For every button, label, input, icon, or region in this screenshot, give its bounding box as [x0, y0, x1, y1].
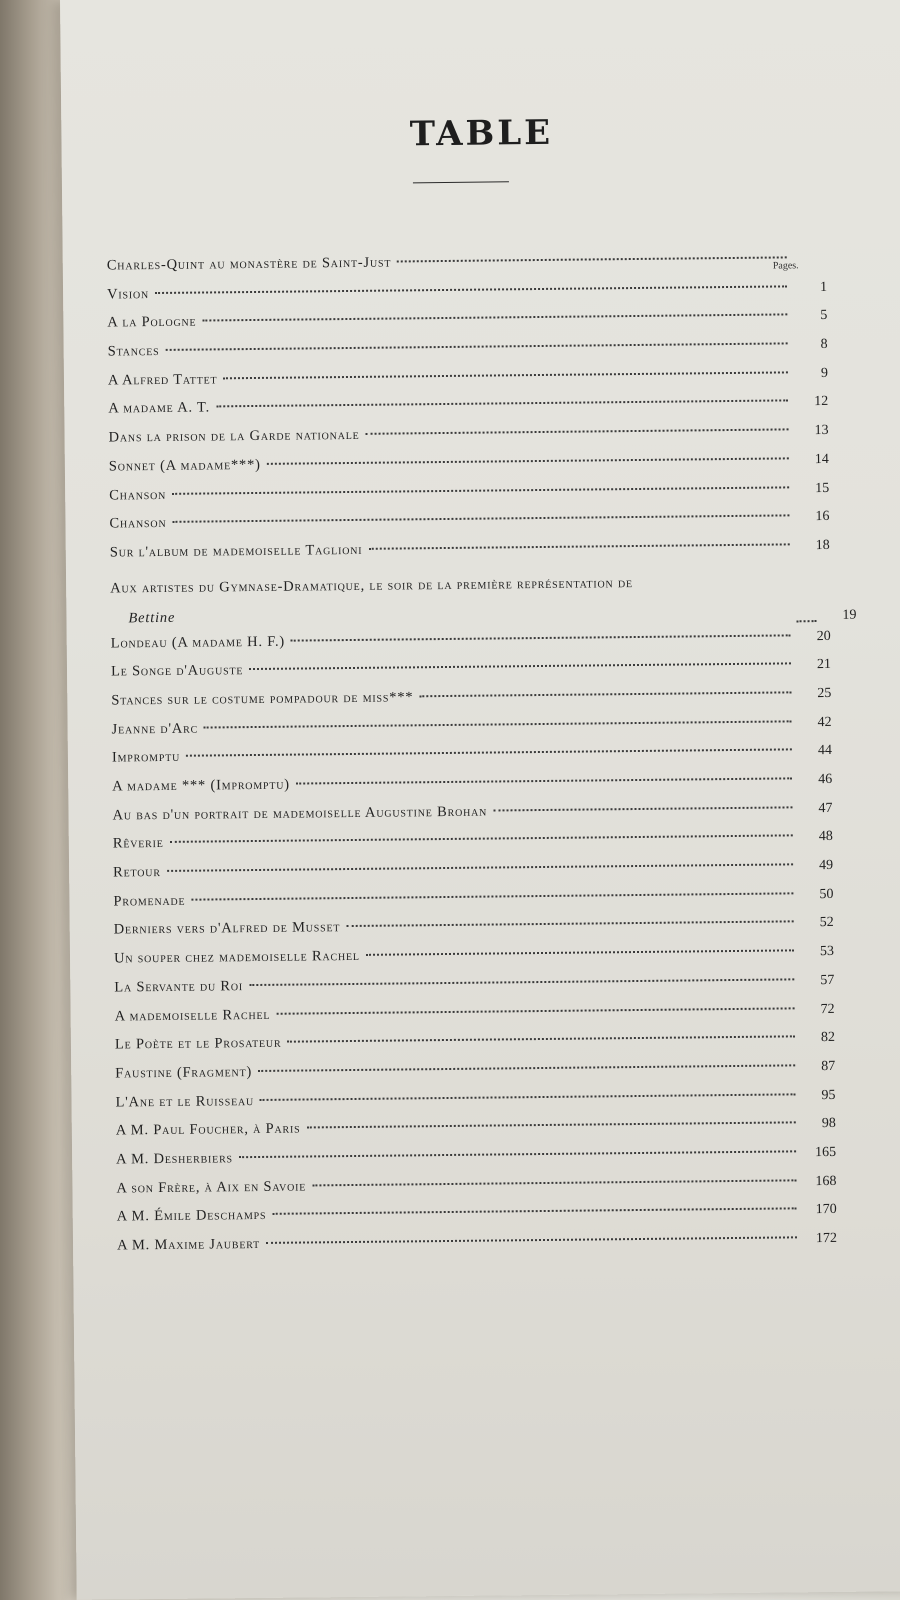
toc-entry-page-number: 82: [820, 1030, 835, 1046]
toc-entry-title: [116, 1178, 306, 1197]
toc-entry-page-number: 5: [820, 308, 828, 324]
toc-entry-title: [113, 892, 185, 910]
toc-entry-page-number: 170: [815, 1202, 837, 1218]
toc-entry-title: [114, 948, 360, 968]
dot-leader: [366, 949, 794, 955]
toc-entry-title: [111, 662, 243, 680]
toc-entry-page-number: 47: [818, 800, 833, 816]
table-of-contents: [106, 250, 857, 1266]
toc-entry-title: [107, 255, 392, 275]
toc-entry-title-text: A M. Émile Deschamps: [116, 1207, 267, 1225]
title-rule: [413, 181, 509, 183]
toc-entry-page-number: 13: [814, 423, 829, 439]
toc-entry-title: [113, 864, 161, 881]
toc-entry-title: [111, 633, 285, 652]
dot-leader: [155, 285, 787, 294]
toc-entry-title-text: A M. Maxime Jaubert: [116, 1235, 261, 1254]
toc-entry-page-number: 52: [819, 915, 834, 931]
toc-entry-title: [110, 566, 791, 633]
toc-entry-title-text: Promenade: [113, 892, 186, 910]
toc-entry-title: [111, 689, 413, 709]
toc-entry-title: [109, 486, 166, 504]
toc-entry-page-number: 18: [815, 537, 830, 553]
toc-entry-page-number: 14: [814, 451, 829, 467]
dot-leader: [186, 749, 792, 757]
toc-entry-page-number: 8: [820, 337, 828, 353]
toc-entry-page-number: 21: [816, 657, 832, 673]
toc-entry-title: [112, 749, 180, 767]
dot-leader: [165, 342, 787, 351]
dot-leader: [216, 400, 788, 408]
dot-leader: [249, 663, 791, 671]
toc-entry-title: [114, 920, 341, 939]
toc-entry-page-number: 172: [815, 1230, 838, 1247]
toc-entry-title-text: Londeau (A madame H. F.): [110, 633, 286, 652]
toc-entry-page-number: 50: [819, 886, 834, 902]
dot-leader: [204, 720, 792, 728]
toc-entry-title-italic: Bettine: [128, 609, 176, 626]
toc-entry-title: [115, 1093, 254, 1111]
toc-entry-title: [107, 314, 196, 332]
toc-entry-page-number: 98: [821, 1116, 836, 1132]
toc-entry-title-text: Faustine (Fragment): [115, 1063, 253, 1082]
toc-entry-title-text: A madame *** (Impromptu): [112, 776, 290, 795]
dot-leader: [306, 1122, 795, 1129]
toc-entry-page-number: 12: [814, 394, 829, 410]
dot-leader: [312, 1179, 796, 1186]
toc-entry-title-text: Le Songe d'Auguste: [110, 662, 244, 680]
toc-entry-title-text: Dans la prison de la Garde nationale: [108, 427, 360, 446]
toc-entry-title-text: A madame A. T.: [108, 399, 211, 417]
toc-entry-title-text: La Servante du Roi: [114, 977, 244, 996]
toc-entry-page-number: 9: [820, 365, 829, 381]
toc-entry-title: [112, 803, 487, 824]
toc-entry-page-number: 49: [819, 858, 834, 874]
toc-entry-title: [117, 1236, 260, 1254]
pages-column-label: Pages.: [772, 260, 799, 272]
toc-entry-title-text: Sur l'album de mademoiselle Taglioni: [109, 541, 363, 561]
dot-leader: [249, 978, 794, 986]
toc-entry: [110, 566, 857, 636]
toc-entry-title-text: A la Pologne: [107, 313, 197, 331]
toc-entry-title-text: Un souper chez mademoiselle Rachel: [113, 948, 360, 967]
dot-leader: [419, 691, 791, 697]
dot-leader: [291, 634, 791, 641]
toc-entry-page-number: 15: [815, 480, 830, 496]
toc-entry-page-number: 57: [820, 972, 835, 988]
dot-leader: [258, 1064, 795, 1072]
toc-entry-title: [108, 371, 218, 389]
dot-leader: [346, 921, 793, 928]
toc-entry-page-number: 165: [815, 1144, 837, 1161]
toc-entry-title-text: A son Frère, à Aix en Savoie: [116, 1178, 307, 1197]
toc-entry-title-text: Chanson: [109, 515, 167, 532]
dot-leader: [191, 892, 793, 900]
toc-entry-title-text: Impromptu: [111, 749, 181, 766]
dot-leader: [397, 256, 787, 262]
toc-entry-title: [109, 427, 360, 447]
toc-entry-page-number: 20: [816, 628, 831, 644]
toc-entry-title-text: Jeanne d'Arc: [111, 720, 199, 738]
toc-entry-page-number: 87: [821, 1058, 836, 1074]
toc-entry-page-number: 1: [819, 279, 828, 295]
toc-entry-page-number: 72: [820, 1001, 835, 1017]
toc-entry-title: [109, 457, 261, 476]
dot-leader: [167, 863, 793, 872]
toc-entry-page-number: 168: [815, 1173, 837, 1189]
toc-entry-title-text: L'Ane et le Ruisseau: [115, 1092, 255, 1111]
toc-entry-title: [115, 1064, 252, 1082]
toc-entry-title-text: Le Poète et le Prosateur: [114, 1034, 282, 1053]
toc-entry-title: [112, 720, 199, 738]
toc-entry-title-text: A M. Paul Foucher, à Paris: [115, 1120, 301, 1139]
dot-leader: [296, 777, 792, 784]
toc-entry-title-text: Sonnet (A madame***): [108, 456, 261, 475]
toc-entry-title: [110, 542, 363, 562]
dot-leader: [493, 806, 792, 811]
dot-leader: [276, 1007, 794, 1014]
toc-entry-title: [116, 1150, 233, 1168]
toc-entry-title-text: Retour: [113, 864, 161, 881]
toc-entry-title: [109, 515, 166, 533]
toc-entry-page-number: 42: [817, 714, 832, 730]
toc-entry-title: [115, 1035, 282, 1054]
dot-leader: [365, 429, 788, 435]
dot-leader: [272, 1208, 796, 1215]
page-title: TABLE: [409, 112, 554, 155]
dot-leader: [260, 1093, 796, 1101]
book-gutter: [0, 0, 68, 1600]
toc-entry-title-text: A Alfred Tattet: [107, 371, 218, 389]
toc-entry-title-text: Derniers vers d'Alfred de Musset: [113, 919, 341, 938]
dot-leader: [239, 1150, 796, 1158]
toc-entry-title: [108, 400, 210, 418]
dot-leader: [266, 1236, 797, 1244]
toc-entry-page-number: 53: [819, 944, 835, 960]
toc-entry-title: [112, 777, 290, 796]
toc-entry-title: [114, 978, 243, 996]
toc-entry-title: [115, 1006, 271, 1025]
toc-entry-title-text: Stances: [107, 343, 160, 360]
dot-leader: [172, 515, 789, 523]
dot-leader: [170, 835, 793, 844]
book-page: [60, 0, 900, 1600]
toc-entry-title: [108, 343, 160, 361]
toc-entry-title-text: Au bas d'un portrait de mademoiselle Augustine Brohan: [112, 803, 488, 824]
toc-entry-title-text: Rêverie: [112, 835, 164, 852]
dot-leader: [223, 371, 788, 379]
toc-entry-title: [117, 1207, 267, 1226]
toc-entry-title-text: A mademoiselle Rachel: [114, 1006, 271, 1024]
toc-entry: [117, 1230, 837, 1266]
toc-entry-title-text: Stances sur le costume pompadour de miss***: [111, 689, 414, 709]
dot-leader: [172, 486, 789, 494]
toc-entry-page-number: 44: [817, 743, 832, 759]
dot-leader: [287, 1036, 795, 1043]
toc-entry-page-number: 95: [821, 1087, 836, 1103]
toc-entry-title: [107, 286, 149, 303]
toc-entry-title-text: Vision: [106, 285, 150, 303]
toc-entry-page-number: 19: [842, 607, 857, 623]
toc-entry-page-number: 48: [818, 829, 833, 845]
toc-entry-page-number: 16: [815, 509, 830, 525]
toc-entry-title-text: Aux artistes du Gymnase-Dramatique, le soir de la première représentation de: [110, 574, 633, 597]
toc-entry-page-number: 46: [818, 771, 833, 788]
toc-entry-title-text: Chanson: [109, 486, 167, 504]
dot-leader: [368, 543, 789, 549]
toc-entry-title-text: A M. Desherbiers: [116, 1150, 233, 1168]
dot-leader: [797, 620, 817, 622]
dot-leader: [202, 314, 787, 322]
toc-entry-title: [116, 1121, 301, 1140]
toc-entry-page-number: 25: [817, 685, 832, 702]
toc-entry-title-text: Charles-Quint au monastère de Saint-Just: [106, 254, 392, 274]
toc-entry-title: [113, 835, 164, 853]
dot-leader: [267, 457, 789, 464]
